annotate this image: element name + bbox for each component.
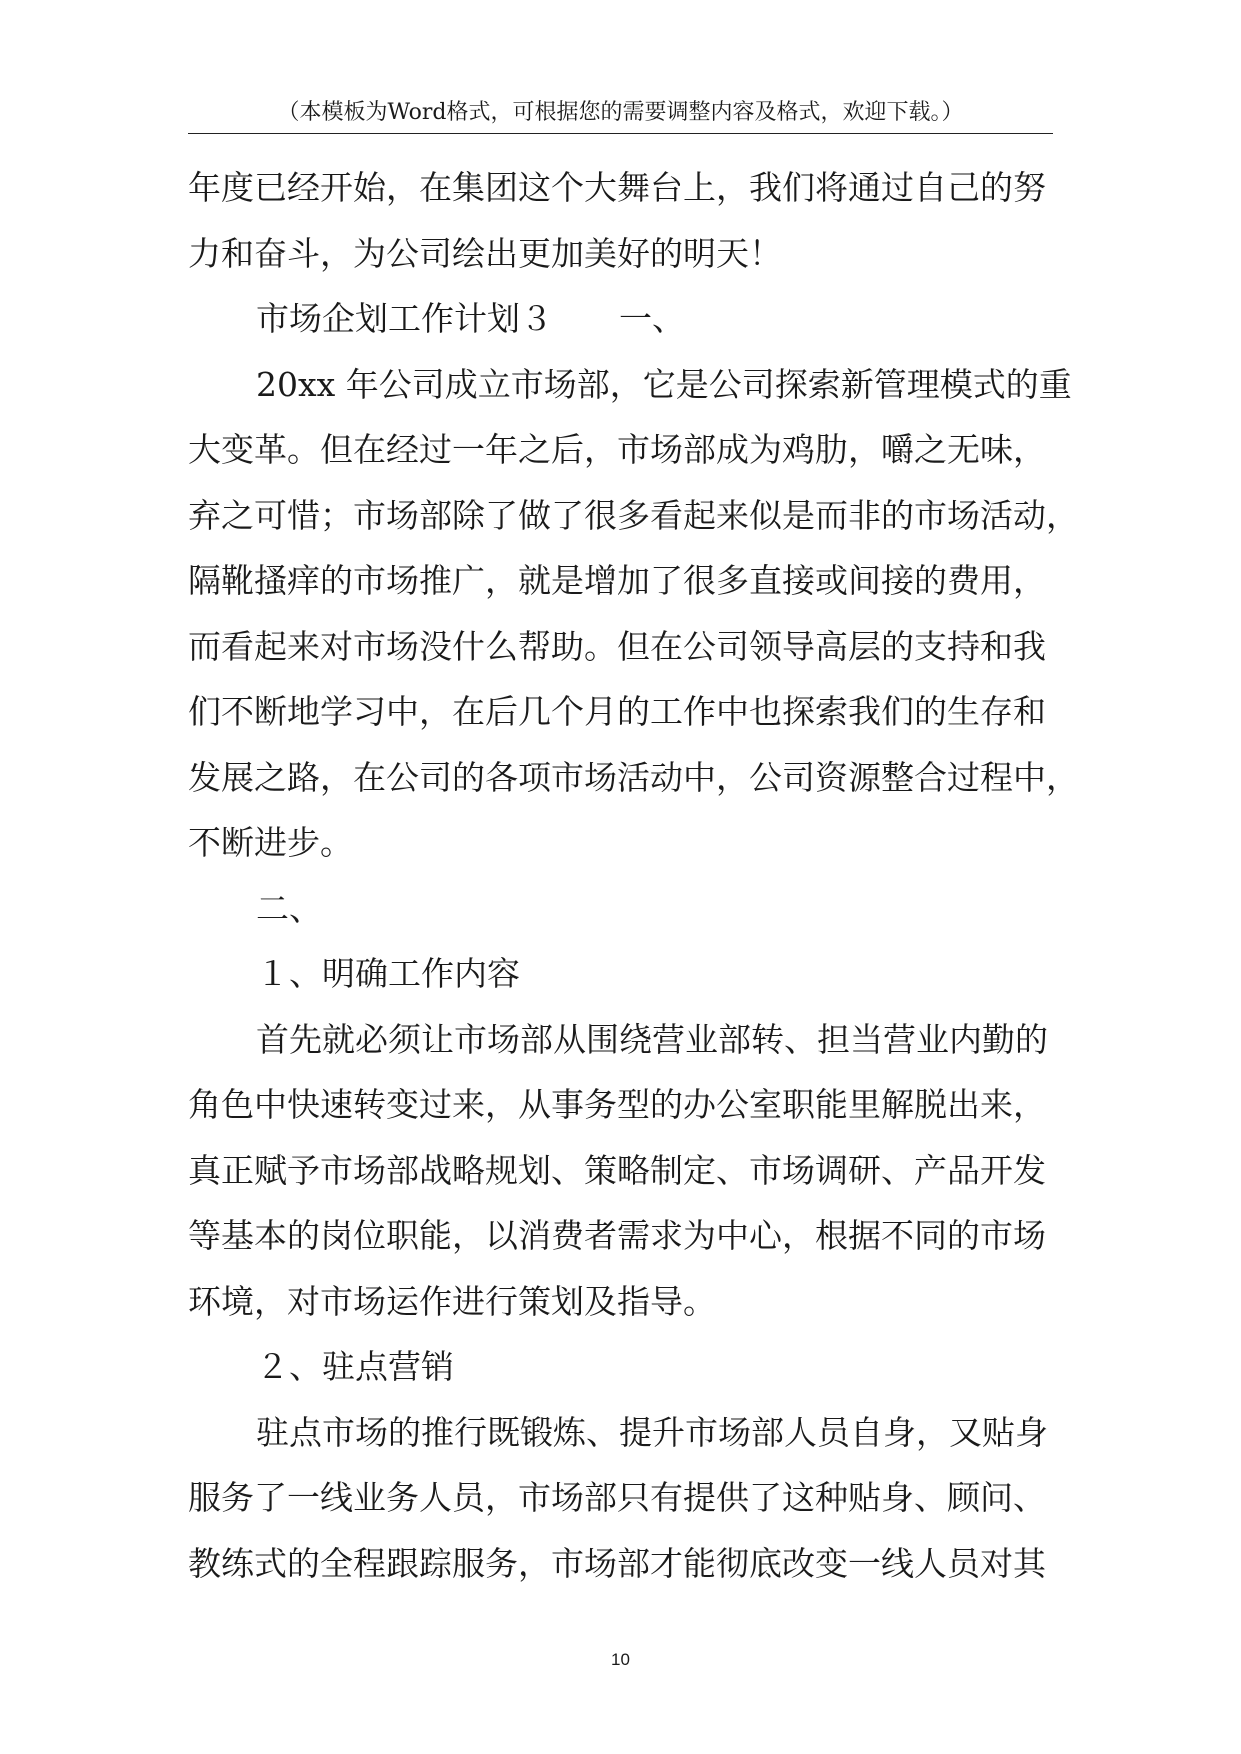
text-line: 弃之可惜；市场部除了做了很多看起来似是而非的市场活动， <box>188 495 1079 535</box>
text-line: 20xx 年公司成立市场部，它是公司探索新管理模式的重 <box>256 364 1072 404</box>
text-line: 而看起来对市场没什么帮助。但在公司领导高层的支持和我 <box>188 626 1046 666</box>
section-heading: 二、 <box>256 888 322 928</box>
text-line: 们不断地学习中，在后几个月的工作中也探索我们的生存和 <box>188 692 1046 731</box>
header-divider <box>188 133 1053 134</box>
subsection-heading: １、明确工作内容 <box>256 954 520 993</box>
header-note: （本模板为Word格式，可根据您的需要调整内容及格式，欢迎下载。） <box>277 100 964 125</box>
text-line: 环境，对市场运作进行策划及指导。 <box>188 1281 716 1321</box>
text-line: 角色中快速转变过来，从事务型的办公室职能里解脱出来， <box>188 1085 1046 1124</box>
page-number: 10 <box>611 1650 630 1669</box>
text-line: 不断进步。 <box>188 823 353 862</box>
text-line: 教练式的全程跟踪服务，市场部才能彻底改变一线人员对其 <box>188 1543 1046 1583</box>
subsection-heading: ２、驻点营销 <box>256 1347 454 1386</box>
text-line: 隔靴搔痒的市场推广，就是增加了很多直接或间接的费用， <box>188 561 1046 600</box>
text-line: 驻点市场的推行既锻炼、提升市场部人员自身，又贴身 <box>256 1412 1048 1452</box>
text-line: 真正赋予市场部战略规划、策略制定、市场调研、产品开发 <box>188 1150 1046 1190</box>
text-line: 力和奋斗，为公司绘出更加美好的明天！ <box>188 233 782 273</box>
text-line: 服务了一线业务人员，市场部只有提供了这种贴身、顾问、 <box>188 1478 1046 1517</box>
text-line: 年度已经开始，在集团这个大舞台上，我们将通过自己的努 <box>188 168 1046 207</box>
text-line: 首先就必须让市场部从围绕营业部转、担当营业内勤的 <box>256 1019 1048 1059</box>
text-line: 等基本的岗位职能，以消费者需求为中心，根据不同的市场 <box>188 1216 1046 1255</box>
text-line: 大变革。但在经过一年之后，市场部成为鸡肋，嚼之无味， <box>188 430 1046 469</box>
section-heading: 市场企划工作计划３ 一、 <box>256 299 685 338</box>
document-body <box>188 155 1079 1596</box>
text-line: 发展之路，在公司的各项市场活动中，公司资源整合过程中， <box>188 757 1079 797</box>
